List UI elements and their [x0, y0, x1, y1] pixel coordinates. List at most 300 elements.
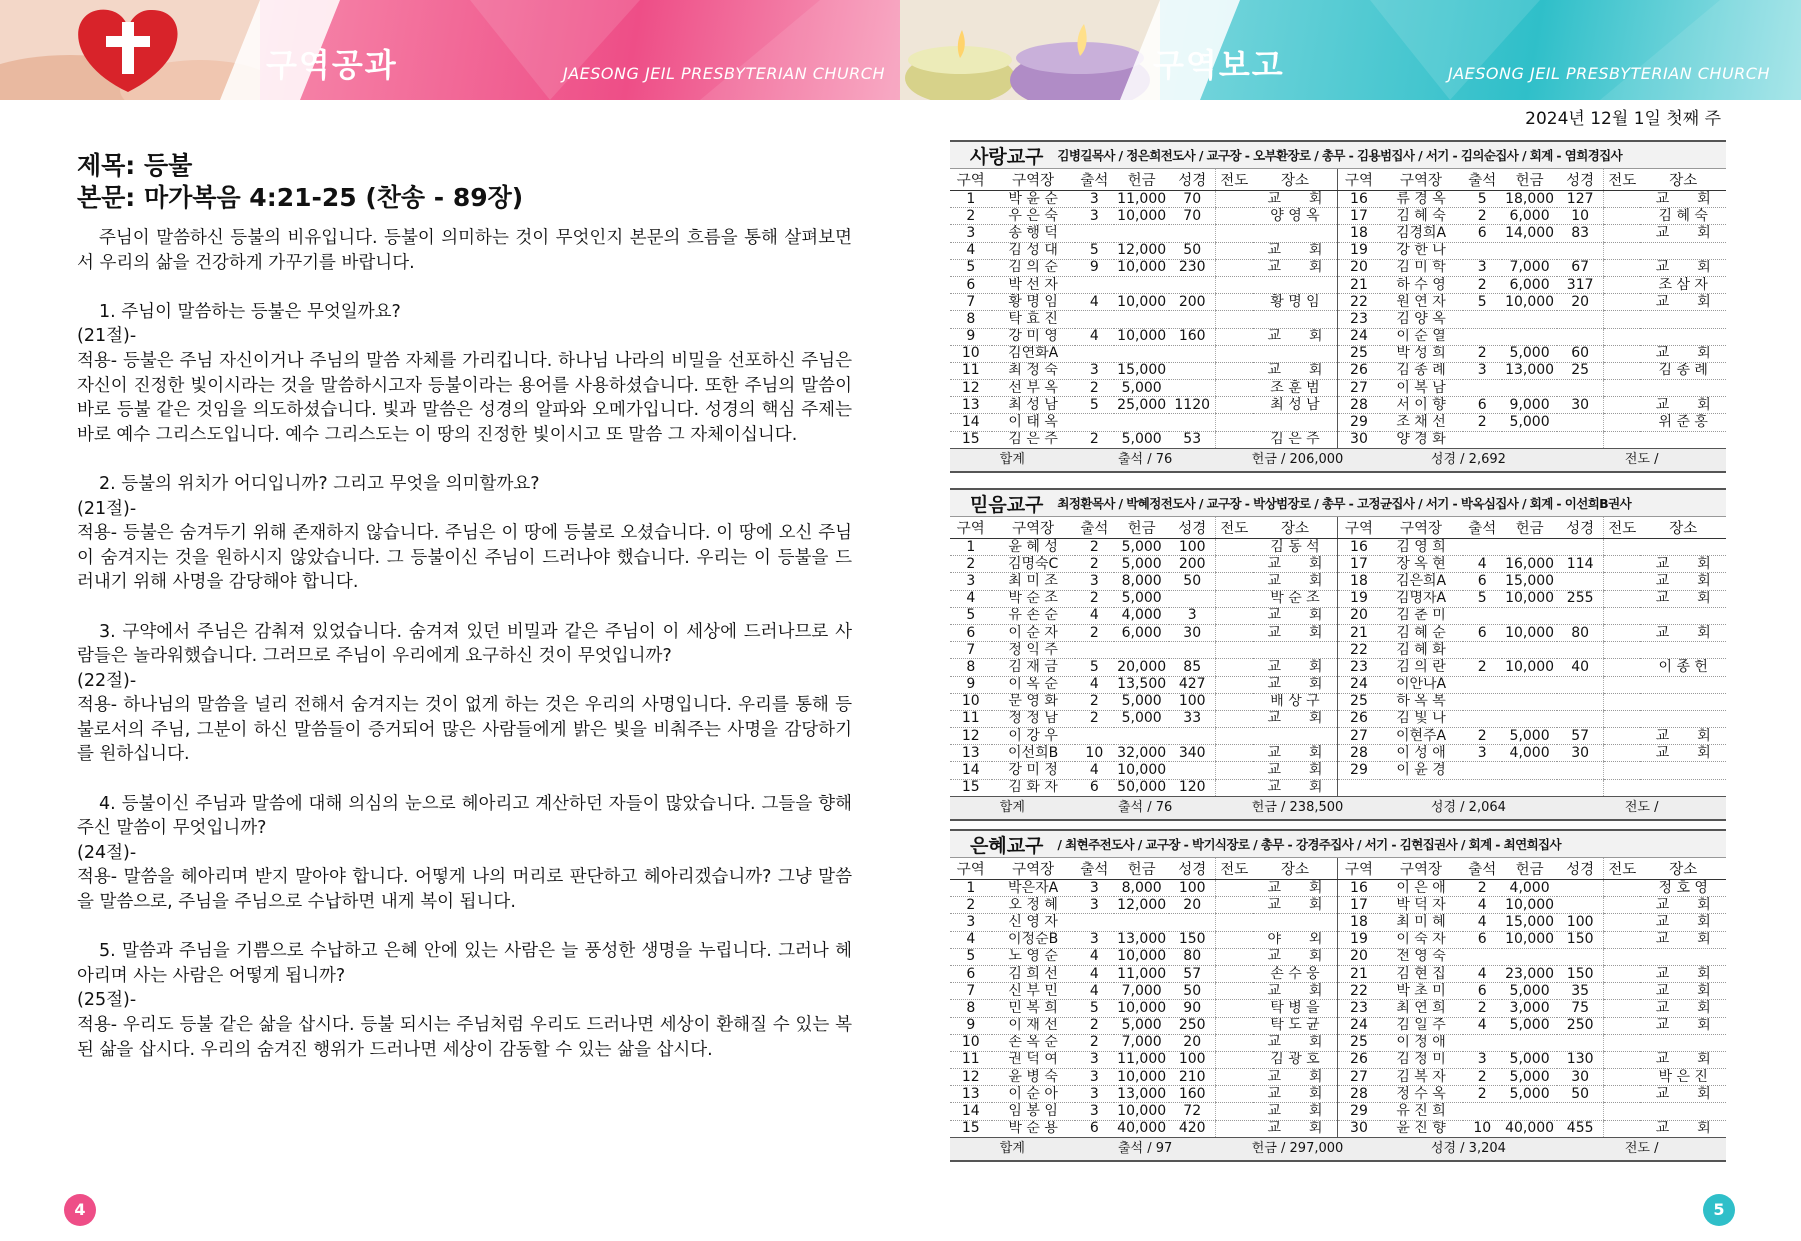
table-cell	[1463, 431, 1502, 448]
table-cell	[1216, 1103, 1253, 1120]
table-cell	[1114, 642, 1169, 659]
table-cell	[1216, 1069, 1253, 1086]
table-cell: 10	[1463, 1120, 1502, 1137]
table-cell	[1557, 539, 1603, 556]
table-cell: 8,000	[1114, 573, 1169, 590]
table-cell: 교 회	[1640, 556, 1726, 573]
table-cell: 50	[1169, 983, 1215, 1000]
table-cell: 우 은 숙	[992, 208, 1075, 225]
table-cell: 28	[1338, 397, 1380, 414]
table-cell: 90	[1169, 1000, 1215, 1017]
table-cell: 24	[1338, 676, 1380, 693]
district-section-love	[950, 140, 1726, 473]
page-number-right: 5	[1703, 1194, 1735, 1226]
table-cell: 김 은 주	[992, 431, 1075, 448]
column-header: 헌금	[1114, 169, 1169, 191]
table-cell: 4	[1075, 965, 1114, 982]
table-cell	[1604, 328, 1641, 345]
table-cell: 22	[1338, 983, 1380, 1000]
table-cell: 임 봉 임	[992, 1103, 1075, 1120]
table-cell: 6	[1463, 931, 1502, 948]
table-cell	[1557, 573, 1603, 590]
table-cell: 이 순 열	[1380, 328, 1463, 345]
table-row	[950, 242, 1726, 259]
table-cell: 100	[1169, 693, 1215, 710]
table-row	[950, 948, 1726, 965]
table-cell	[1253, 311, 1338, 328]
table-row	[950, 311, 1726, 328]
table-cell	[1169, 380, 1215, 397]
table-cell	[1075, 728, 1114, 745]
table-cell: 교 회	[1253, 1069, 1338, 1086]
table-cell: 22	[1338, 642, 1380, 659]
table-header-row	[950, 517, 1726, 539]
table-cell: 2	[1463, 276, 1502, 293]
table-cell: 130	[1557, 1051, 1603, 1068]
table-cell: 교 회	[1640, 294, 1726, 311]
column-header: 성경	[1557, 169, 1603, 191]
table-cell	[1216, 914, 1253, 931]
table-cell: 2	[1463, 345, 1502, 362]
table-cell: 교 회	[1640, 1017, 1726, 1034]
table-cell: 3	[950, 914, 992, 931]
table-cell: 10,000	[1502, 897, 1557, 914]
column-header: 구역	[950, 517, 992, 539]
table-cell: 교 회	[1253, 259, 1338, 276]
total-attendance: 출석 / 97	[1075, 1137, 1216, 1161]
question-2: 2. 등불의 위치가 어디입니까? 그리고 무엇을 의미할까요?	[99, 473, 540, 494]
table-cell: 4	[1075, 762, 1114, 779]
table-cell: 교 회	[1640, 965, 1726, 982]
table-cell: 탁 효 진	[992, 311, 1075, 328]
table-cell: 배 상 구	[1253, 693, 1338, 710]
table-cell	[1502, 607, 1557, 624]
right-banner-subtitle: JAESONG JEIL PRESBYTERIAN CHURCH	[1448, 64, 1770, 83]
table-cell: 18,000	[1502, 191, 1557, 208]
table-cell: 16	[1338, 880, 1380, 897]
total-label: 합계	[950, 448, 1075, 472]
table-cell: 5	[1075, 659, 1114, 676]
table-cell: 5,000	[1114, 710, 1169, 727]
table-cell	[1557, 693, 1603, 710]
table-cell: 4,000	[1114, 607, 1169, 624]
total-bible: 성경 / 2,064	[1380, 796, 1558, 820]
table-cell	[1216, 897, 1253, 914]
table-cell: 탁 병 을	[1253, 1000, 1338, 1017]
table-cell: 신 영 자	[992, 914, 1075, 931]
table-cell	[1463, 676, 1502, 693]
table-cell: 4,000	[1502, 880, 1557, 897]
table-cell: 5	[1463, 294, 1502, 311]
table-cell: 10,000	[1114, 1069, 1169, 1086]
question-4: 4. 등불이신 주님과 말씀에 대해 의심의 눈으로 헤아리고 계산하던 자들이 많았습니다. 그들을 향해 주신 말씀이 무엇입니까?	[77, 793, 852, 839]
table-cell: 40	[1557, 659, 1603, 676]
table-cell: 2	[1463, 1086, 1502, 1103]
table-cell: 10,000	[1114, 328, 1169, 345]
table-cell: 40,000	[1114, 1120, 1169, 1137]
table-cell: 3	[1075, 191, 1114, 208]
table-cell: 114	[1557, 556, 1603, 573]
table-cell	[1169, 276, 1215, 293]
table-cell: 교 회	[1640, 590, 1726, 607]
table-cell: 3	[950, 573, 992, 590]
table-cell	[1216, 590, 1253, 607]
table-cell: 3	[1075, 573, 1114, 590]
table-cell	[1169, 345, 1215, 362]
column-header: 장소	[1640, 169, 1726, 191]
table-cell	[1216, 779, 1253, 796]
table-cell: 교 회	[1253, 1103, 1338, 1120]
verse-ref-5: (25절)-	[77, 990, 137, 1011]
table-cell: 정 수 옥	[1380, 1086, 1463, 1103]
table-row	[950, 762, 1726, 779]
table-cell: 13,000	[1502, 362, 1557, 379]
table-cell: 9	[1075, 259, 1114, 276]
table-cell: 127	[1557, 191, 1603, 208]
table-cell: 박 덕 자	[1380, 897, 1463, 914]
table-cell	[1557, 242, 1603, 259]
table-cell	[1502, 762, 1557, 779]
table-cell	[1502, 1034, 1557, 1051]
table-cell	[1216, 745, 1253, 762]
table-row	[950, 1051, 1726, 1068]
table-cell	[1557, 948, 1603, 965]
table-cell: 김은희A	[1380, 573, 1463, 590]
table-cell	[1604, 380, 1641, 397]
table-cell: 교 회	[1640, 983, 1726, 1000]
table-cell: 19	[1338, 590, 1380, 607]
table-cell	[1604, 191, 1641, 208]
table-row	[950, 624, 1726, 641]
table-row	[950, 414, 1726, 431]
table-cell	[1557, 380, 1603, 397]
table-cell: 위 준 홍	[1640, 414, 1726, 431]
table-cell: 5,000	[1502, 414, 1557, 431]
table-row	[950, 1120, 1726, 1137]
table-cell: 30	[1169, 624, 1215, 641]
table-cell: 50	[1169, 242, 1215, 259]
table-cell	[1502, 311, 1557, 328]
total-evangelism: 전도 /	[1557, 1137, 1726, 1161]
table-cell	[1604, 728, 1641, 745]
table-cell	[1604, 1069, 1641, 1086]
table-cell	[1216, 242, 1253, 259]
table-cell: 노 영 순	[992, 948, 1075, 965]
section-name: 사랑교구	[970, 145, 1044, 168]
district-section-grace	[950, 829, 1726, 1162]
table-cell: 2	[1463, 208, 1502, 225]
column-header: 헌금	[1502, 517, 1557, 539]
table-cell: 김 종 례	[1380, 362, 1463, 379]
table-cell: 김연화A	[992, 345, 1075, 362]
table-cell: 2	[1075, 1017, 1114, 1034]
table-cell: 황 명 임	[992, 294, 1075, 311]
table-cell	[1216, 693, 1253, 710]
column-header: 헌금	[1502, 858, 1557, 880]
application-2: 적용- 등불은 숨겨두기 위해 존재하지 않습니다. 주님은 이 땅에 등불로 오셨습니다. 이 땅에 오신 주님이 숨겨지는 것을 원하시지 않았습니다. 그 등불이신 주님이 드러나야 했습니다. 우리는 이 등불을 드러내기 위해 사명을 감당해야 합니다.	[77, 523, 852, 593]
table-cell	[1463, 607, 1502, 624]
application-3: 적용- 하나님의 말씀을 널리 전해서 숨겨지는 것이 없게 하는 것은 우리의 사명입니다. 우리를 통해 등불로서의 주님, 그분이 하신 말씀들이 증거되어 많은 사람들에게 밝은 빛을 비춰주는 사명을 감당하기를 원하십니다.	[77, 695, 852, 765]
table-cell	[1463, 311, 1502, 328]
table-cell: 160	[1169, 328, 1215, 345]
table-cell	[1114, 414, 1169, 431]
table-cell: 2	[1463, 1069, 1502, 1086]
table-cell: 교 회	[1253, 880, 1338, 897]
table-cell	[1640, 762, 1726, 779]
table-cell: 교 회	[1640, 191, 1726, 208]
table-cell: 6,000	[1502, 276, 1557, 293]
table-cell	[1216, 208, 1253, 225]
sermon-title: 제목: 등불	[77, 151, 193, 180]
table-cell: 김명자A	[1380, 590, 1463, 607]
table-cell	[1604, 642, 1641, 659]
table-cell: 3,000	[1502, 1000, 1557, 1017]
table-cell: 4	[1075, 294, 1114, 311]
table-cell	[1604, 573, 1641, 590]
table-cell: 교 회	[1253, 607, 1338, 624]
column-header: 장소	[1253, 858, 1338, 880]
table-cell	[1502, 948, 1557, 965]
sermon	[77, 150, 852, 1087]
table-cell: 24	[1338, 328, 1380, 345]
table-cell: 11	[950, 1051, 992, 1068]
table-cell	[1557, 431, 1603, 448]
table-cell	[1604, 1120, 1641, 1137]
table-cell: 70	[1169, 208, 1215, 225]
table-cell: 27	[1338, 728, 1380, 745]
table-cell	[1169, 728, 1215, 745]
table-cell: 이 성 애	[1380, 745, 1463, 762]
table-cell: 조 채 선	[1380, 414, 1463, 431]
table-cell	[1075, 642, 1114, 659]
table-cell	[1169, 642, 1215, 659]
right-page	[900, 0, 1801, 1241]
table-cell: 하 수 영	[1380, 276, 1463, 293]
table-cell: 정 익 주	[992, 642, 1075, 659]
table-cell: 교 회	[1640, 397, 1726, 414]
table-cell: 5	[1075, 397, 1114, 414]
column-header: 구역장	[992, 169, 1075, 191]
table-cell	[1557, 311, 1603, 328]
table-cell: 50,000	[1114, 779, 1169, 796]
table-cell	[1114, 914, 1169, 931]
table-cell: 교 회	[1640, 1051, 1726, 1068]
table-cell	[1557, 762, 1603, 779]
table-cell: 15,000	[1502, 914, 1557, 931]
table-cell: 15	[950, 431, 992, 448]
table-cell	[1604, 693, 1641, 710]
table-cell: 11,000	[1114, 965, 1169, 982]
table-cell	[1640, 328, 1726, 345]
table-cell: 7	[950, 642, 992, 659]
table-row	[950, 1017, 1726, 1034]
table-cell: 3	[1075, 1069, 1114, 1086]
total-evangelism: 전도 /	[1557, 448, 1726, 472]
table-cell: 8	[950, 659, 992, 676]
table-cell: 이 은 애	[1380, 880, 1463, 897]
column-header: 전도	[1216, 169, 1253, 191]
table-cell: 교 회	[1253, 362, 1338, 379]
column-header: 헌금	[1114, 858, 1169, 880]
table-cell	[1169, 362, 1215, 379]
total-bible: 성경 / 3,204	[1380, 1137, 1558, 1161]
table-cell: 6	[1075, 1120, 1114, 1137]
table-cell	[1557, 897, 1603, 914]
table-cell: 75	[1557, 1000, 1603, 1017]
table-cell	[1557, 880, 1603, 897]
table-cell: 10	[1075, 745, 1114, 762]
table-cell: 25,000	[1114, 397, 1169, 414]
roster-table	[950, 858, 1726, 1162]
column-header: 구역장	[1380, 858, 1463, 880]
table-cell: 3	[1075, 1051, 1114, 1068]
table-cell	[1216, 762, 1253, 779]
table-cell	[1463, 779, 1502, 796]
table-cell: 박 순 조	[1253, 590, 1338, 607]
table-cell: 박 은 진	[1640, 1069, 1726, 1086]
table-row	[950, 897, 1726, 914]
table-cell: 28	[1338, 1086, 1380, 1103]
table-cell: 25	[1338, 345, 1380, 362]
table-cell	[1640, 710, 1726, 727]
table-cell: 4	[1463, 897, 1502, 914]
table-cell	[1604, 931, 1641, 948]
table-cell: 12	[950, 728, 992, 745]
total-label: 합계	[950, 796, 1075, 820]
table-cell	[1216, 191, 1253, 208]
table-cell	[1463, 642, 1502, 659]
table-cell	[1557, 414, 1603, 431]
table-cell: 5,000	[1114, 380, 1169, 397]
table-cell: 김 재 금	[992, 659, 1075, 676]
table-cell: 이 태 옥	[992, 414, 1075, 431]
table-cell	[1463, 242, 1502, 259]
table-cell: 12,000	[1114, 242, 1169, 259]
table-cell: 2	[950, 556, 992, 573]
table-cell: 이선희B	[992, 745, 1075, 762]
table-cell	[1216, 431, 1253, 448]
table-cell	[1216, 1120, 1253, 1137]
table-cell: 4	[950, 931, 992, 948]
table-cell: 2	[1075, 624, 1114, 641]
table-cell: 20	[1338, 259, 1380, 276]
right-banner	[900, 0, 1801, 100]
table-cell	[1463, 1034, 1502, 1051]
table-cell: 김 일 주	[1380, 1017, 1463, 1034]
table-cell: 원 연 자	[1380, 294, 1463, 311]
table-cell: 오 정 혜	[992, 897, 1075, 914]
table-cell	[1640, 1103, 1726, 1120]
table-cell: 김 종 례	[1640, 362, 1726, 379]
table-cell: 12	[950, 1069, 992, 1086]
table-cell: 29	[1338, 414, 1380, 431]
table-cell: 9	[950, 328, 992, 345]
table-cell	[1604, 397, 1641, 414]
roster-table	[950, 517, 1726, 821]
table-cell	[1169, 414, 1215, 431]
table-cell: 10	[1557, 208, 1603, 225]
table-cell: 김 복 자	[1380, 1069, 1463, 1086]
table-cell: 28	[1338, 745, 1380, 762]
column-header: 성경	[1169, 169, 1215, 191]
table-cell	[1640, 242, 1726, 259]
table-cell	[1075, 225, 1114, 242]
table-cell: 4,000	[1502, 745, 1557, 762]
table-cell: 23	[1338, 659, 1380, 676]
table-cell	[1604, 590, 1641, 607]
table-cell	[1216, 328, 1253, 345]
table-cell	[1604, 965, 1641, 982]
column-header: 전도	[1604, 517, 1641, 539]
table-cell	[1169, 762, 1215, 779]
table-cell: 7,000	[1114, 1034, 1169, 1051]
table-cell: 10	[950, 693, 992, 710]
table-cell: 2	[1075, 431, 1114, 448]
table-cell: 교 회	[1640, 728, 1726, 745]
table-cell	[1216, 728, 1253, 745]
table-cell: 15	[950, 779, 992, 796]
table-cell: 5,000	[1114, 590, 1169, 607]
column-header: 구역장	[992, 517, 1075, 539]
table-cell: 8	[950, 311, 992, 328]
table-row	[950, 659, 1726, 676]
table-cell: 6	[1463, 573, 1502, 590]
table-cell: 야 외	[1253, 931, 1338, 948]
table-row	[950, 642, 1726, 659]
table-row	[950, 208, 1726, 225]
column-header: 장소	[1640, 517, 1726, 539]
table-cell	[1502, 693, 1557, 710]
table-cell: 5	[950, 607, 992, 624]
table-cell	[1216, 624, 1253, 641]
table-cell: 10,000	[1114, 208, 1169, 225]
table-cell	[1640, 607, 1726, 624]
table-cell	[1463, 762, 1502, 779]
table-cell	[1463, 948, 1502, 965]
column-header: 출석	[1075, 858, 1114, 880]
table-cell: 5,000	[1502, 983, 1557, 1000]
table-cell: 120	[1169, 779, 1215, 796]
table-cell: 교 회	[1253, 897, 1338, 914]
table-cell: 6	[1075, 779, 1114, 796]
table-cell: 13	[950, 745, 992, 762]
table-cell: 200	[1169, 294, 1215, 311]
table-cell	[1502, 380, 1557, 397]
table-cell: 5	[950, 259, 992, 276]
table-cell: 김 혜 숙	[1640, 208, 1726, 225]
table-row	[950, 1086, 1726, 1103]
table-cell: 8,000	[1114, 880, 1169, 897]
table-cell: 최 성 남	[1253, 397, 1338, 414]
column-header: 성경	[1169, 517, 1215, 539]
section-header	[950, 829, 1726, 858]
table-cell	[1640, 693, 1726, 710]
table-cell	[1463, 693, 1502, 710]
table-cell: 80	[1557, 624, 1603, 641]
table-cell: 3	[1463, 259, 1502, 276]
table-cell: 교 회	[1253, 948, 1338, 965]
table-cell: 14,000	[1502, 225, 1557, 242]
table-cell: 정 호 영	[1640, 880, 1726, 897]
table-cell: 교 회	[1640, 914, 1726, 931]
table-cell: 교 회	[1253, 745, 1338, 762]
table-cell: 이안나A	[1380, 676, 1463, 693]
table-cell: 22	[1338, 294, 1380, 311]
table-cell: 340	[1169, 745, 1215, 762]
column-header: 구역	[950, 169, 992, 191]
table-cell: 32,000	[1114, 745, 1169, 762]
table-cell: 이 재 선	[992, 1017, 1075, 1034]
